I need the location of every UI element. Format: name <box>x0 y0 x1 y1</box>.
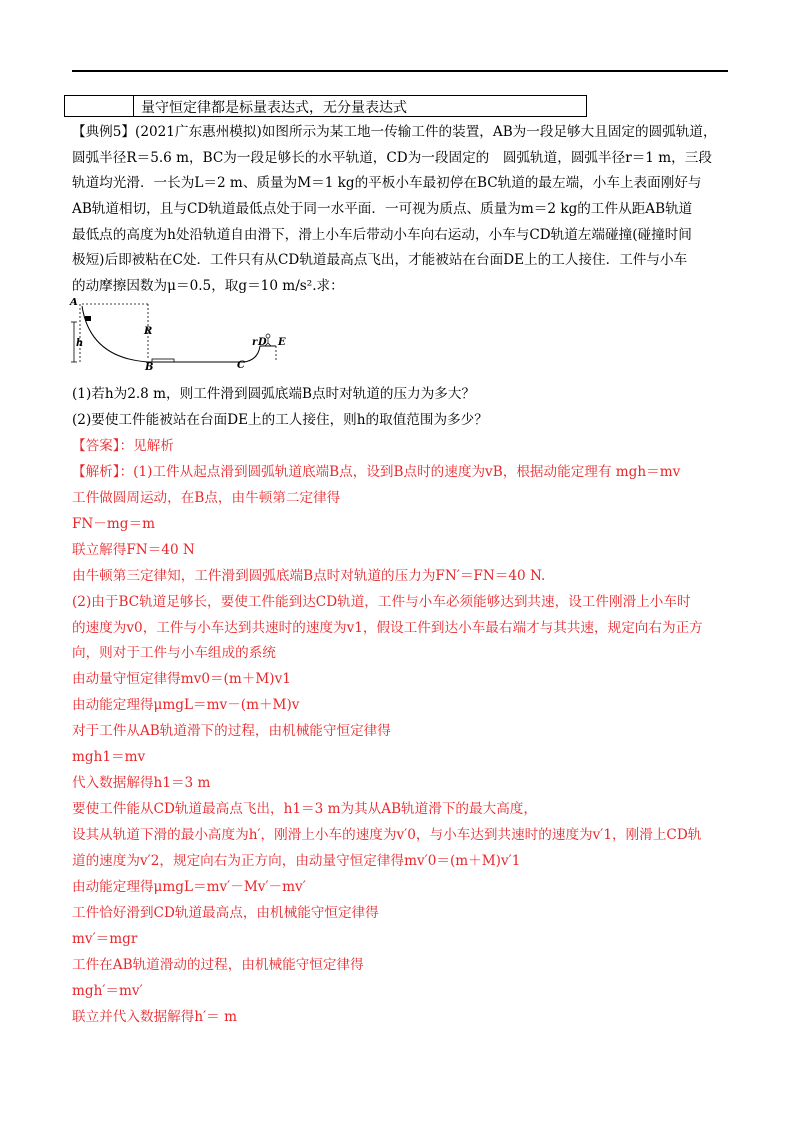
solution-line: 由动量守恒定律得mv0＝(m＋M)v1 <box>72 671 291 687</box>
apparatus-figure <box>68 298 298 370</box>
solution-line: (2)由于BC轨道足够长，要使工件能到达CD轨道，工件与小车必须能够达到共速，设工件刚滑上小车时 <box>72 594 691 610</box>
solution-line: 工件做圆周运动，在B点，由牛顿第二定律得 <box>72 490 341 506</box>
problem-line: AB轨道相切，且与CD轨道最低点处于同一水平面．一可视为质点、质量为m＝2 kg的工件从距AB轨道 <box>72 201 693 217</box>
solution-line: 道的速度为v′2，规定向右为正方向，由动量守恒定律得mv′0＝(m＋M)v′1 <box>72 853 521 869</box>
arc-track-cd <box>244 346 260 362</box>
problem-line: 轨道均光滑．一长为L＝2 m、质量为M＝1 kg的平板小车最初停在BC轨道的最左端，小车上表面刚好与 <box>72 175 702 191</box>
label-d: D <box>258 337 267 348</box>
solution-line: 联立解得FN＝40 N <box>72 542 195 558</box>
solution-line: 对于工件从AB轨道滑下的过程，由机械能守恒定律得 <box>72 723 391 739</box>
solution-line: 向，则对于工件与小车组成的系统 <box>72 645 276 661</box>
question-1: (1)若h为2.8 m，则工件滑到圆弧底端B点时对轨道的压力为多大？ <box>72 386 476 402</box>
problem-line: 【典例5】(2021广东惠州模拟)如图所示为某工地一传输工件的装置，AB为一段足够大且固定的圆弧轨道， <box>72 124 717 140</box>
solution-line: mgh′＝mv′ <box>72 983 143 999</box>
problem-line: 的动摩擦因数为μ＝0.5，取g＝10 m/s².求： <box>72 278 344 294</box>
label-a: A <box>70 298 78 308</box>
problem-line: 极短)后即被粘在C处．工件只有从CD轨道最高点飞出，才能被站在台面DE上的工人接住．工件与小车 <box>72 252 688 268</box>
label-b: B <box>145 362 154 370</box>
label-r-big: R <box>144 326 153 337</box>
problem-line: 圆弧半径R＝5.6 m，BC为一段足够长的水平轨道，CD为一段固定的 圆弧轨道，圆弧半径r＝1 m，三段 <box>72 150 712 166</box>
label-c: C <box>237 360 245 370</box>
summary-table <box>64 95 587 117</box>
header-rule <box>72 70 728 72</box>
solution-line: 的速度为v0，工件与小车达到共速时的速度为v1，假设工件到达小车最右端才与其共速，规定向右为正方 <box>72 620 703 636</box>
apparatus-diagram <box>68 298 298 370</box>
table-empty-cell <box>65 96 134 116</box>
table-text-cell: 量守恒定律都是标量表达式，无分量表达式 <box>141 100 407 116</box>
solution-line: 由动能定理得μmgL＝mv－(m＋M)v <box>72 697 300 713</box>
solution-line: 要使工件能从CD轨道最高点飞出，h1＝3 m为其从AB轨道滑下的最大高度， <box>72 801 537 817</box>
solution-line: 由牛顿第三定律知，工件滑到圆弧底端B点时对轨道的压力为FN′＝FN＝40 N. <box>72 568 546 584</box>
label-h: h <box>76 338 84 349</box>
solution-line: mgh1＝mv <box>72 749 146 765</box>
solution-line: FN－mg＝m <box>72 516 155 532</box>
label-e: E <box>278 337 286 348</box>
solution-line: 联立并代入数据解得h′＝ m <box>72 1009 237 1025</box>
workpiece <box>85 316 91 321</box>
arc-track-ab <box>82 306 148 362</box>
solution-line: 工件在AB轨道滑动的过程，由机械能守恒定律得 <box>72 957 364 973</box>
solution-line: 工件恰好滑到CD轨道最高点，由机械能守恒定律得 <box>72 905 379 921</box>
solution-line: mv′＝mgr <box>72 931 138 947</box>
solution-line: 设其从轨道下滑的最小高度为h′，刚滑上小车的速度为v′0，与小车达到共速时的速度为v′1，刚滑上CD轨 <box>72 827 702 843</box>
solution-line: 【解析】：(1)工件从起点滑到圆弧轨道底端B点，设到B点时的速度为vB，根据动能定理有 mgh＝mv <box>72 464 681 480</box>
solution-line: 代入数据解得h1＝3 m <box>72 775 211 791</box>
answer-line: 【答案】：见解析 <box>72 438 174 454</box>
solution-line: 由动能定理得μmgL＝mv′－Mv′－mv′ <box>72 879 306 895</box>
question-2: (2)要使工件能被站在台面DE上的工人接住，则h的取值范围为多少？ <box>72 412 488 428</box>
problem-line: 最低点的高度为h处沿轨道自由滑下，滑上小车后带动小车向右运动，小车与CD轨道左端碰撞(碰撞时间 <box>72 227 692 243</box>
label-r-small: r <box>252 337 258 348</box>
